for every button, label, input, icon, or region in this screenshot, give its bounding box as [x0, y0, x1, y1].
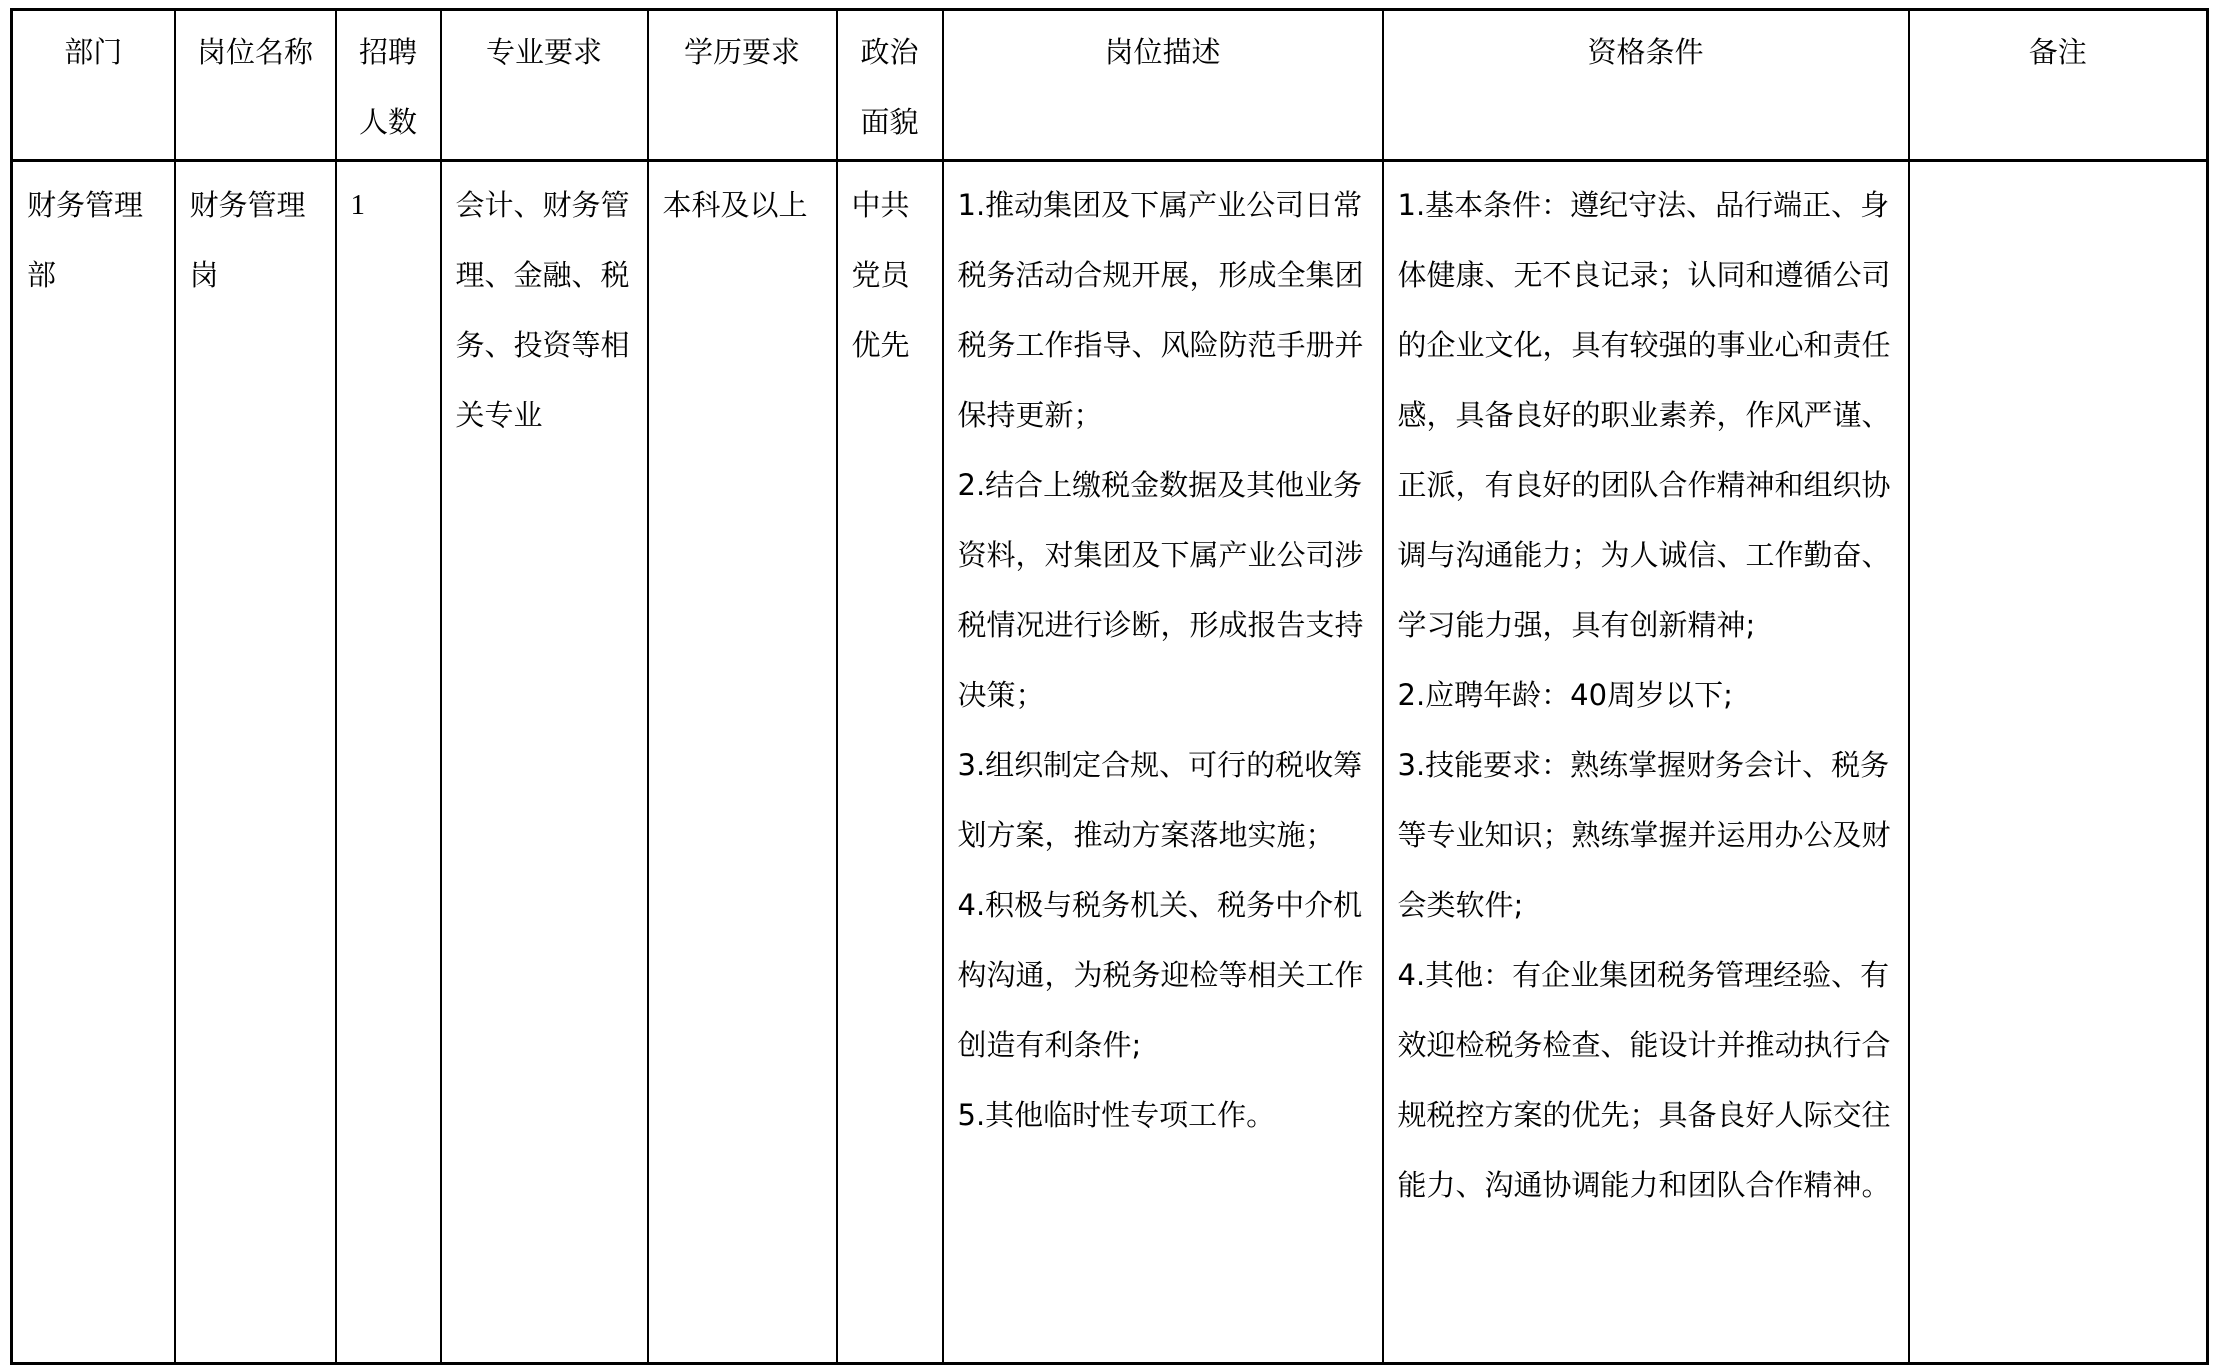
cell-position: 财务管理岗 — [175, 161, 336, 1364]
description-item: 5.其他临时性专项工作。 — [957, 1098, 1276, 1132]
qualification-item: 3.技能要求：熟练掌握财务会计、税务等专业知识；熟练掌握并运用办公及财会类软件; — [1397, 748, 1891, 922]
job-posting-table — [10, 8, 2209, 1365]
cell-headcount: 1 — [336, 161, 441, 1364]
qualification-item: 2.应聘年龄：40周岁以下; — [1397, 678, 1733, 712]
cell-qualifications — [1383, 161, 1909, 1364]
cell-department: 财务管理部 — [12, 161, 175, 1364]
header-major: 专业要求 — [441, 10, 648, 161]
header-department: 部门 — [12, 10, 175, 161]
cell-major: 会计、财务管理、金融、税务、投资等相关专业 — [441, 161, 648, 1364]
description-item: 1.推动集团及下属产业公司日常税务活动合规开展，形成全集团税务工作指导、风险防范手册并保持更新； — [957, 188, 1364, 432]
description-item: 2.结合上缴税金数据及其他业务资料，对集团及下属产业公司涉税情况进行诊断，形成报告支持决策； — [957, 468, 1364, 712]
table-row — [12, 161, 2208, 1364]
qualification-item: 1.基本条件：遵纪守法、品行端正、身体健康、无不良记录；认同和遵循公司的企业文化，具有较强的事业心和责任感，具备良好的职业素养，作风严谨、正派，有良好的团队合作精神和组织协调与沟通能力；为人诚信、工作勤奋、学习能力强，具有创新精神; — [1397, 188, 1891, 642]
header-remarks: 备注 — [1909, 10, 2208, 161]
header-political: 政治面貌 — [837, 10, 943, 161]
cell-education: 本科及以上 — [648, 161, 837, 1364]
header-row — [12, 10, 2208, 161]
header-position: 岗位名称 — [175, 10, 336, 161]
qualification-item: 4.其他：有企业集团税务管理经验、有效迎检税务检查、能设计并推动执行合规税控方案的优先；具备良好人际交往能力、沟通协调能力和团队合作精神。 — [1397, 958, 1891, 1202]
cell-political: 中共党员优先 — [837, 161, 943, 1364]
header-education: 学历要求 — [648, 10, 837, 161]
cell-remarks — [1909, 161, 2208, 1364]
cell-description — [943, 161, 1383, 1364]
description-item: 3.组织制定合规、可行的税收筹划方案，推动方案落地实施； — [957, 748, 1363, 852]
header-headcount: 招聘人数 — [336, 10, 441, 161]
header-description: 岗位描述 — [943, 10, 1383, 161]
description-item: 4.积极与税务机关、税务中介机构沟通，为税务迎检等相关工作创造有利条件; — [957, 888, 1364, 1062]
header-qualifications: 资格条件 — [1383, 10, 1909, 161]
